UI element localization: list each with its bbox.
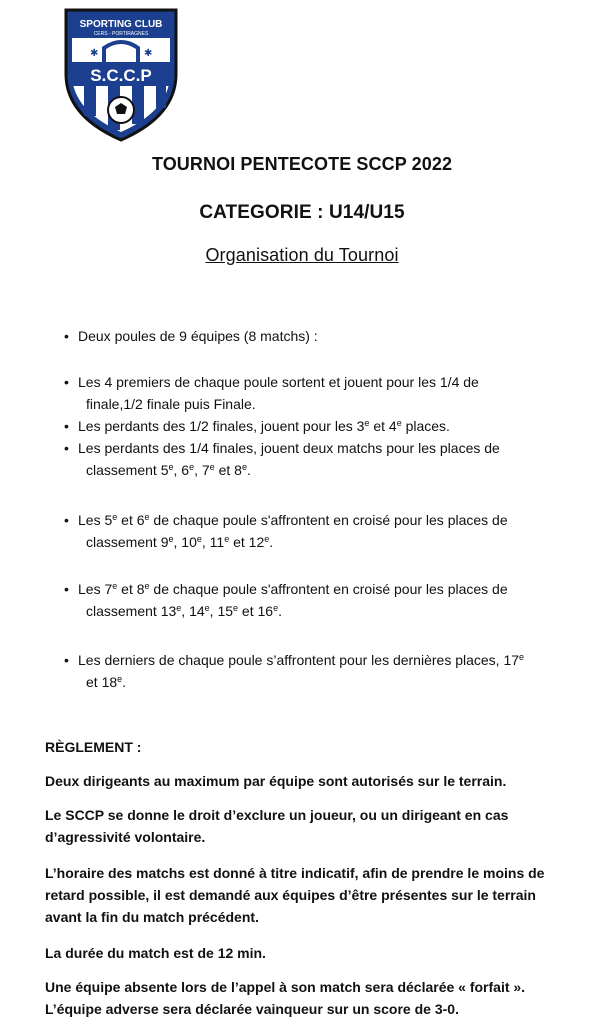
bullet-list-3 [64,509,584,553]
bullet-list-1 [64,325,584,347]
rule-4: La durée du match est de 12 min. [45,945,266,961]
logo-letters: S.C.C.P [90,66,152,85]
page-title: TOURNOI PENTECOTE SCCP 2022 [151,154,453,174]
club-logo [62,4,180,144]
svg-text:✱: ✱ [90,48,99,59]
bullet-list-2 [64,371,584,481]
svg-text:✱: ✱ [144,48,153,59]
list-item: • Les perdants des 1/4 finales, jouent deux matchs pour les places de classement 5e, 6e, 7e et 8e. [64,440,500,478]
list-item: • Deux poules de 9 équipes (8 matchs) : [64,328,318,344]
category-title: CATEGORIE : U14/U15 [199,202,405,223]
logo-sub-text: CERS - PORTIRAGNES [93,31,149,37]
list-item: • Les perdants des 1/2 finales, jouent pour les 3e et 4e places. [64,418,450,434]
rule-1: Deux dirigeants au maximum par équipe sont autorisés sur le terrain. [45,773,507,789]
list-item: • Les derniers de chaque poule s’affrontent pour les dernières places, 17e et 18e. [64,652,525,690]
rule-5: Une équipe absente lors de l’appel à son match sera déclarée « forfait ». L’équipe adverse sera déclarée vainqueur sur un score de 3-0. [45,979,526,1017]
list-item: • Les 5e et 6e de chaque poule s'affrontent en croisé pour les places de classement 9e, 10e, 11e et 12e. [64,512,508,550]
bullet-list-5 [64,649,584,693]
section-title: Organisation du Tournoi [205,245,399,265]
logo-banner-text: SPORTING CLUB [79,19,163,30]
rules-heading: RÈGLEMENT : [45,739,142,755]
bullet-list-4 [64,578,584,622]
list-item: • Les 4 premiers de chaque poule sortent et jouent pour les 1/4 de finale,1/2 finale puis Finale. [64,374,479,412]
rule-3: L’horaire des matchs est donné à titre indicatif, afin de prendre le moins de retard possible, il est demandé aux équipes d’être présentes sur le terrain avant la fin du match précédent. [45,865,545,925]
list-item: • Les 7e et 8e de chaque poule s'affrontent en croisé pour les places de classement 13e, 14e, 15e et 16e. [64,581,508,619]
rule-2: Le SCCP se donne le droit d’exclure un joueur, ou un dirigeant en cas d’agressivité volontaire. [45,807,509,845]
